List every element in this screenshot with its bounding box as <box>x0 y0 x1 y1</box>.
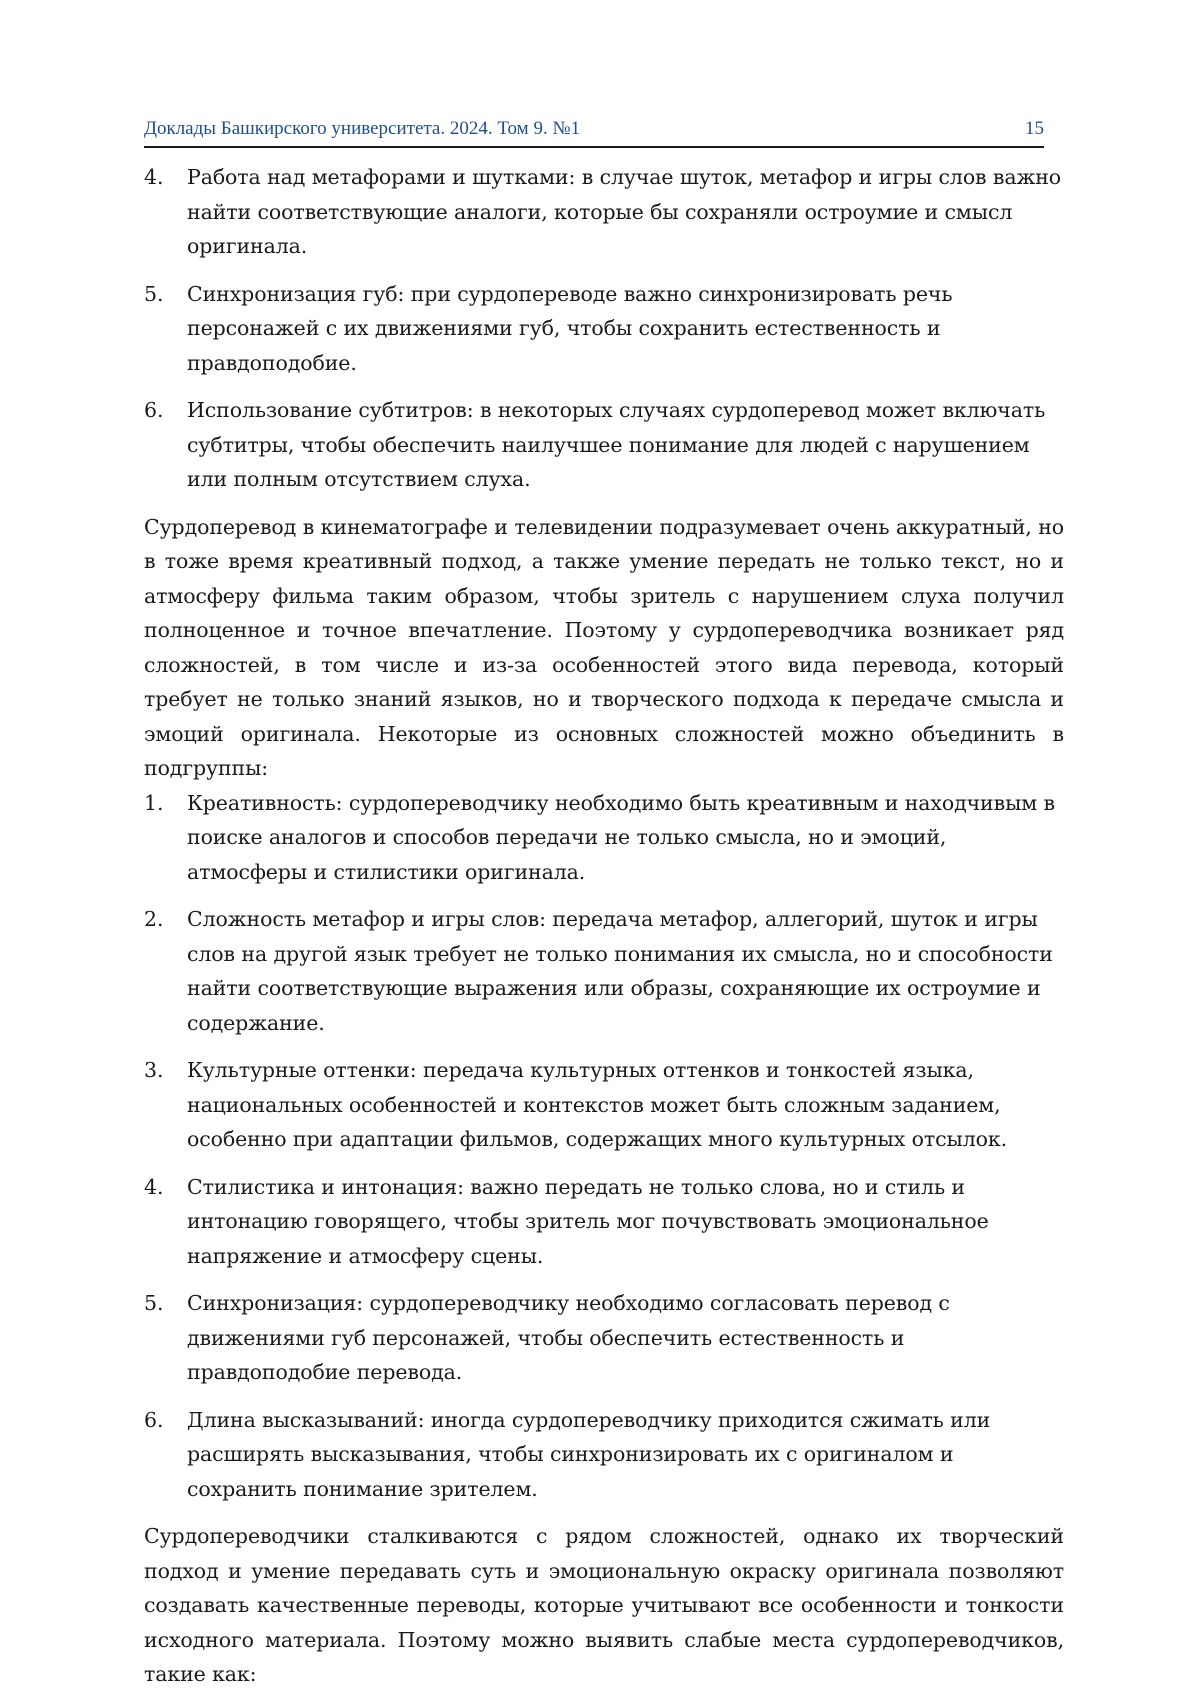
list-number: 4. <box>144 1170 163 1205</box>
list-item <box>144 277 1064 381</box>
list-item <box>144 1286 1064 1390</box>
list-number: 3. <box>144 1053 163 1088</box>
list-item <box>144 393 1064 497</box>
paragraph-intro-difficulties: Сурдоперевод в кинематографе и телевидении подразумевает очень аккуратный, но в тоже время креативный подход, а также умение передать не только текст, но и атмосферу фильма таким образом, чтобы зритель с нарушением слуха получил полноценное и точное впечатление. Поэтому у сурдопереводчика возникает ряд сложностей, в том числе и из-за особенностей этого вида перевода, который требует не только знаний языков, но и творческого подхода к передаче смысла и эмоций оригинала. Некоторые из основных сложностей можно объединить в подгруппы: <box>144 510 1064 786</box>
paragraph-conclusion: Сурдопереводчики сталкиваются с рядом сложностей, однако их творческий подход и умение передавать суть и эмоциональную окраску оригинала позволяют создавать качественные переводы, которые учитывают все особенности и тонкости исходного материала. Поэтому можно выявить слабые места сурдопереводчиков, такие как: <box>144 1519 1064 1692</box>
list-item <box>144 902 1064 1040</box>
body-content <box>144 160 1064 1692</box>
list-text: Культурные оттенки: передача культурных оттенков и тонкостей языка, национальных особенностей и контекстов может быть сложным заданием, особенно при адаптации фильмов, содержащих много культурных отсылок. <box>187 1058 1007 1151</box>
list-text: Работа над метафорами и шутками: в случае шуток, метафор и игры слов важно найти соответствующие аналоги, которые бы сохраняли остроумие и смысл оригинала. <box>187 165 1061 258</box>
list-item <box>144 1170 1064 1274</box>
numbered-list-methods <box>144 160 1064 497</box>
list-number: 6. <box>144 393 163 428</box>
list-text: Использование субтитров: в некоторых случаях сурдоперевод может включать субтитры, чтобы обеспечить наилучшее понимание для людей с нарушением или полным отсутствием слуха. <box>187 398 1045 491</box>
list-number: 1. <box>144 786 163 821</box>
page-number: 15 <box>1025 118 1044 140</box>
list-item <box>144 160 1064 264</box>
list-item <box>144 1053 1064 1157</box>
running-header <box>144 116 1044 148</box>
list-text: Креативность: сурдопереводчику необходимо быть креативным и находчивым в поиске аналогов и способов передачи не только смысла, но и эмоций, атмосферы и стилистики оригинала. <box>187 791 1055 884</box>
list-number: 5. <box>144 277 163 312</box>
list-number: 2. <box>144 902 163 937</box>
document-page <box>0 0 1200 1697</box>
list-item <box>144 786 1064 890</box>
numbered-list-difficulties <box>144 786 1064 1507</box>
list-text: Сложность метафор и игры слов: передача метафор, аллегорий, шуток и игры слов на другой язык требует не только понимания их смысла, но и способности найти соответствующие выражения или образы, сохраняющие их остроумие и содержание. <box>187 907 1053 1035</box>
list-number: 5. <box>144 1286 163 1321</box>
list-item <box>144 1403 1064 1507</box>
list-number: 6. <box>144 1403 163 1438</box>
journal-title: Доклады Башкирского университета. 2024. Том 9. №1 <box>144 118 580 140</box>
list-number: 4. <box>144 160 163 195</box>
list-text: Стилистика и интонация: важно передать не только слова, но и стиль и интонацию говорящего, чтобы зритель мог почувствовать эмоциональное напряжение и атмосферу сцены. <box>187 1175 989 1268</box>
list-text: Синхронизация: сурдопереводчику необходимо согласовать перевод с движениями губ персонажей, чтобы обеспечить естественность и правдоподобие перевода. <box>187 1291 950 1384</box>
list-text: Длина высказываний: иногда сурдопереводчику приходится сжимать или расширять высказывания, чтобы синхронизировать их с оригиналом и сохранить понимание зрителем. <box>187 1408 990 1501</box>
list-text: Синхронизация губ: при сурдопереводе важно синхронизировать речь персонажей с их движениями губ, чтобы сохранить естественность и правдоподобие. <box>187 282 952 375</box>
